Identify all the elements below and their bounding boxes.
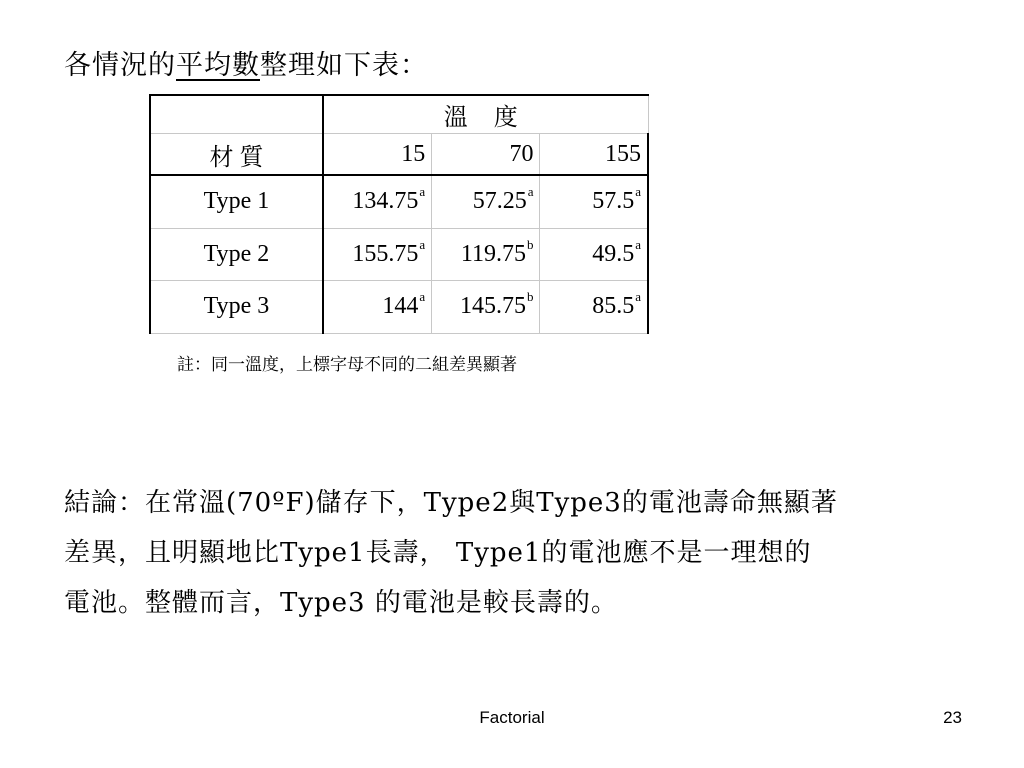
table-cell: 119.75$^b$ [432, 228, 540, 281]
slide-heading [64, 46, 428, 86]
table-cell: 85.5$^a$ [540, 281, 648, 334]
table-row [150, 281, 648, 334]
temperature-group-header: 溫 度 [323, 95, 648, 134]
table-corner-cell [150, 95, 323, 134]
table-footnote: 註：同一溫度，上標字母不同的二組差異顯著 [177, 355, 517, 375]
table-cell: 155.75$^a$ [323, 228, 432, 281]
table-cell: 144$^a$ [323, 281, 432, 334]
conclusion-line: 差異，且明顯地比Type1長壽， Type1的電池應不是一理想的 [64, 538, 812, 568]
column-header-155: 155 [540, 134, 648, 176]
means-table [149, 94, 649, 334]
conclusion-line: 結論：在常溫(70ºF)儲存下，Type2與Type3的電池壽命無顯著 [64, 488, 838, 518]
page-number: 23 [943, 708, 962, 727]
table-row [150, 228, 648, 281]
table-cell: 49.5$^a$ [540, 228, 648, 281]
footer-title: Factorial [479, 708, 545, 727]
heading-suffix: 整理如下表： [260, 50, 428, 81]
heading-underlined: 平均數 [176, 50, 260, 81]
means-table-container [149, 94, 649, 332]
conclusion-line: 電池。整體而言，Type3 的電池是較長壽的。 [64, 588, 618, 618]
conclusion-text [64, 478, 984, 628]
column-header-70: 70 [432, 134, 540, 176]
heading-prefix: 各情況的 [64, 50, 176, 81]
table-group-header-row [150, 95, 648, 134]
table-cell: 145.75$^b$ [432, 281, 540, 334]
material-header: 材 質 [150, 134, 323, 176]
table-column-header-row [150, 134, 648, 176]
table-row [150, 175, 648, 228]
table-cell: 57.5$^a$ [540, 175, 648, 228]
row-label-type1: Type 1 [150, 175, 323, 228]
table-cell: 57.25$^a$ [432, 175, 540, 228]
row-label-type3: Type 3 [150, 281, 323, 334]
row-label-type2: Type 2 [150, 228, 323, 281]
column-header-15: 15 [323, 134, 432, 176]
table-cell: 134.75$^a$ [323, 175, 432, 228]
